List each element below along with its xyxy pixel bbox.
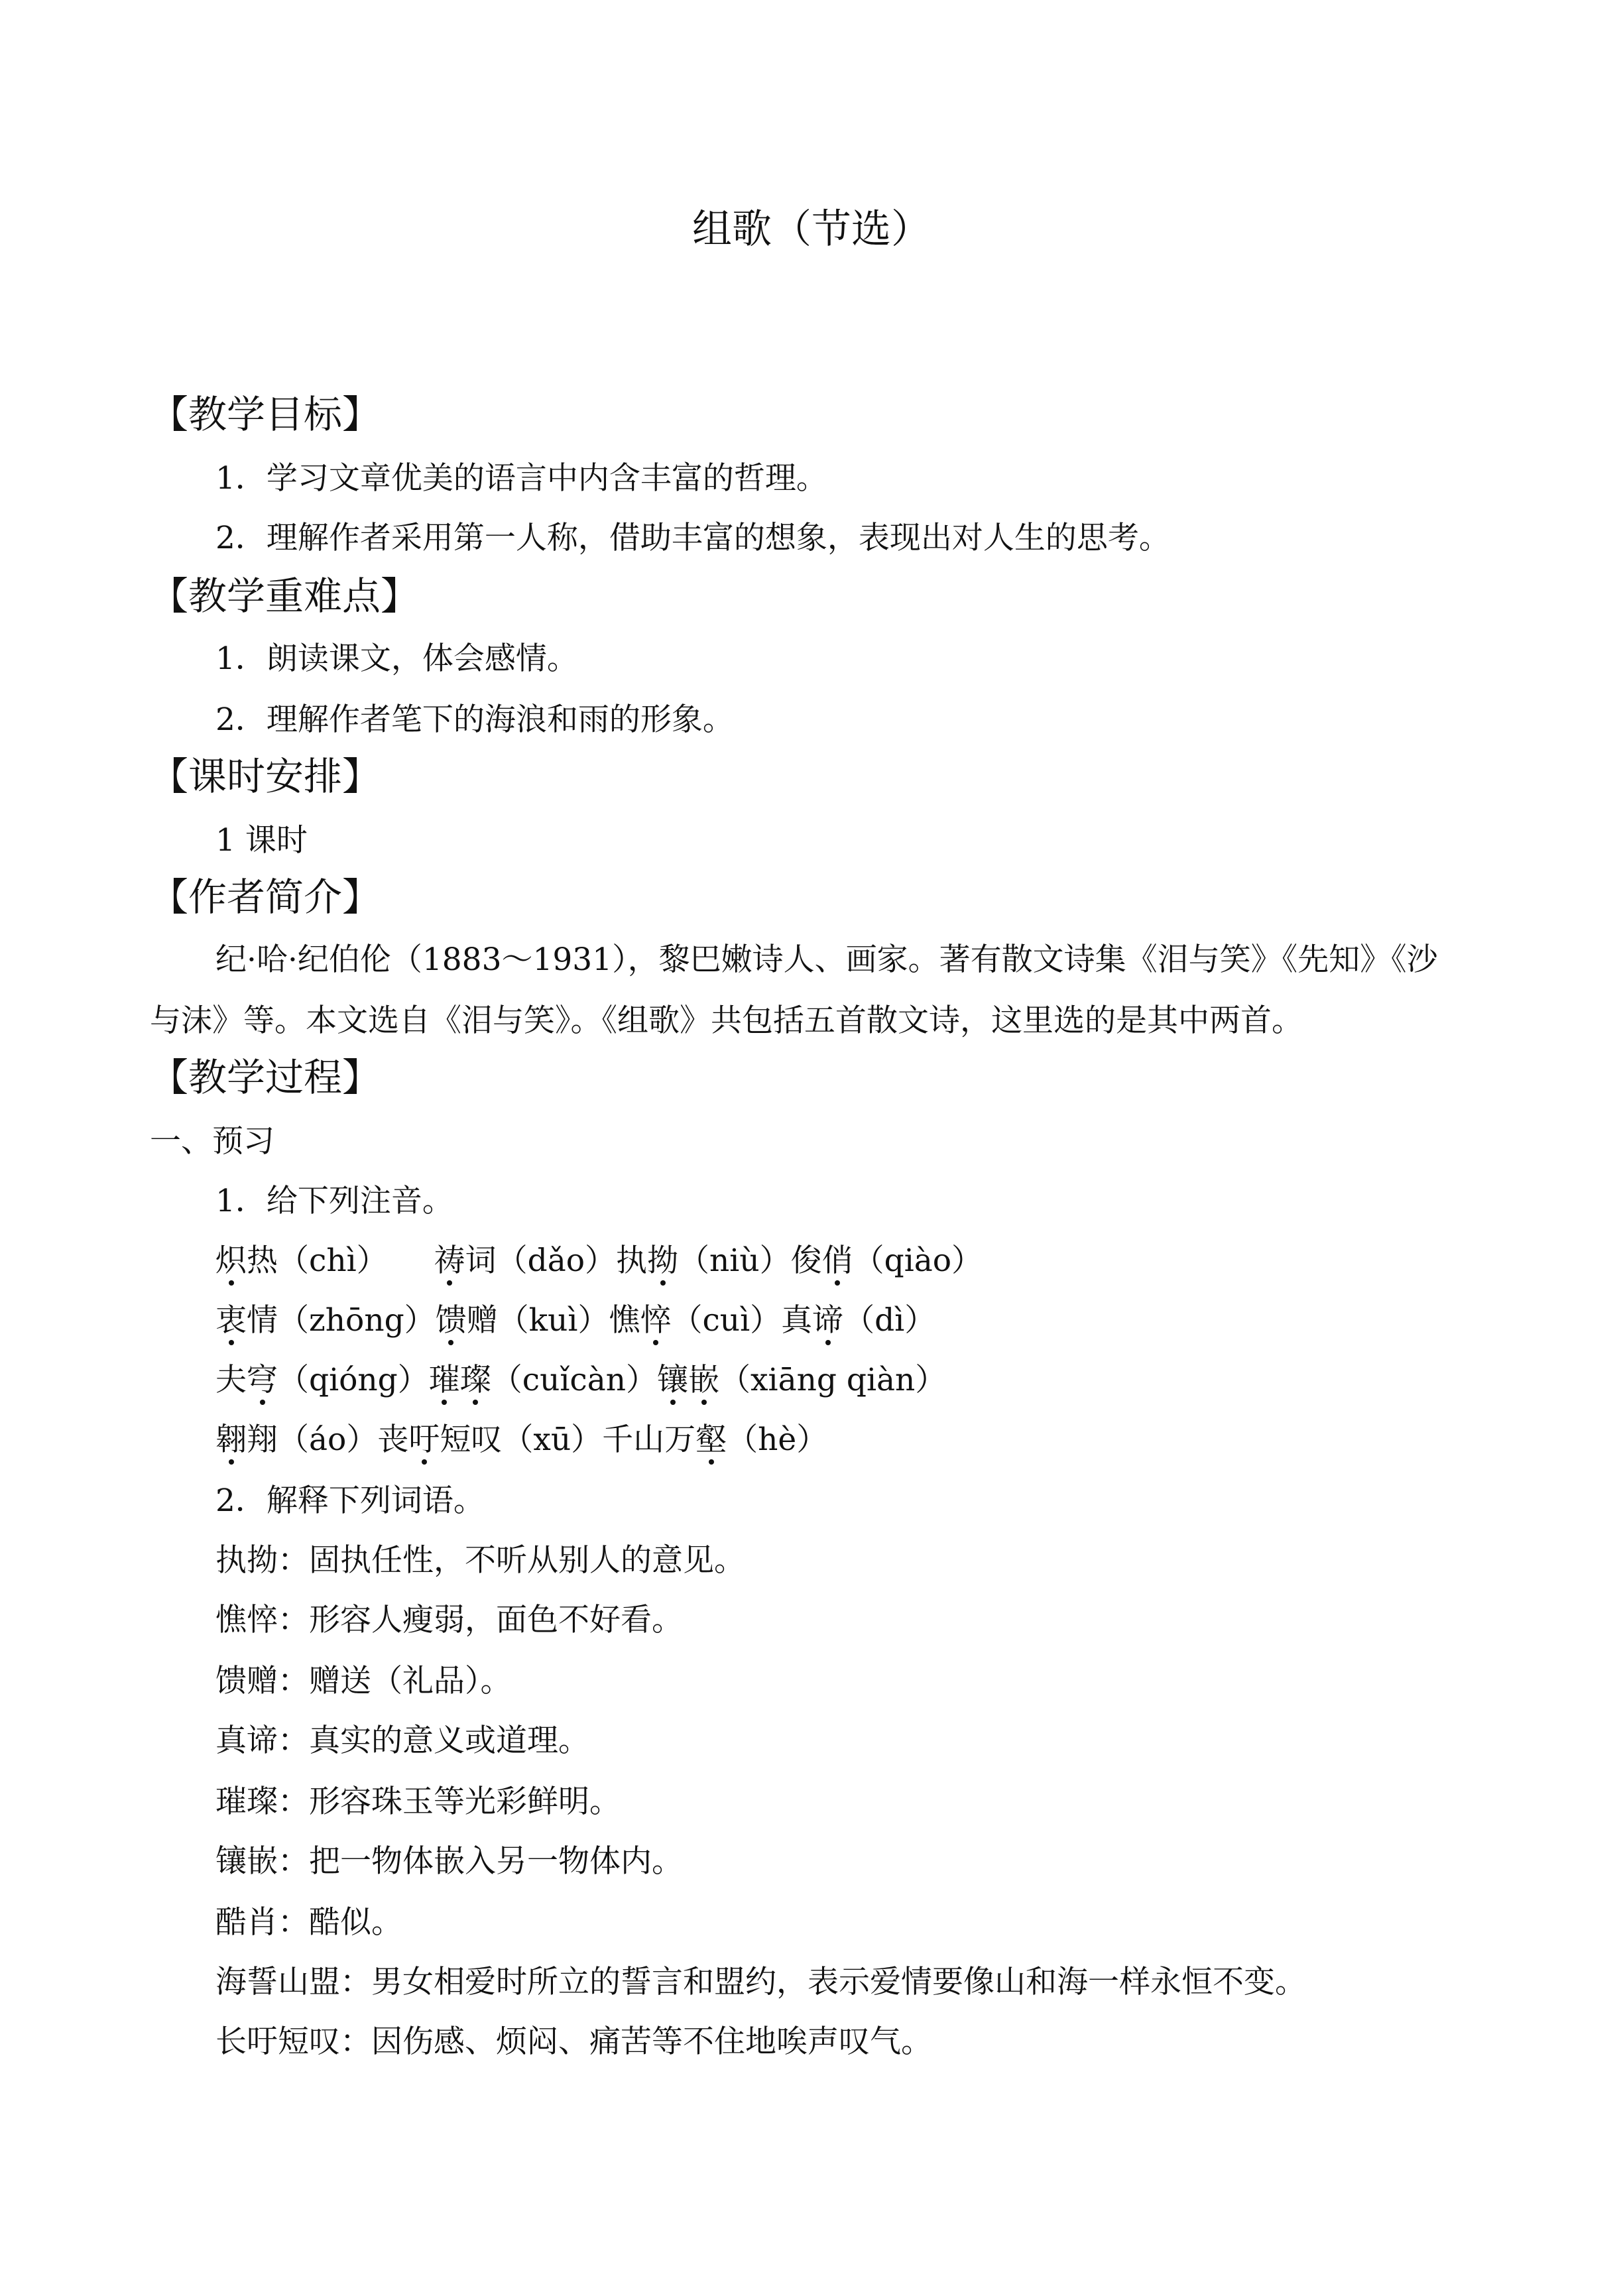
question-2: 2．解释下列词语。 [215,1482,485,1519]
heading-schedule: 【课时安排】 [150,754,381,799]
pinyin-row-2 [215,1302,936,1339]
dotted-char: 拗 [647,1242,679,1279]
pinyin-text: 翔（áo）丧 [247,1421,409,1458]
definition-item: 执拗：固执任性，不听从别人的意见。 [215,1542,745,1579]
pinyin-text: 词（dǎo）执 [465,1242,648,1279]
dotted-char: 嵌 [688,1362,720,1398]
dotted-char: 炽 [215,1242,247,1279]
pinyin-text: 短叹（xū）千山万 [440,1421,696,1458]
pinyin-text: （qiào） [853,1242,983,1279]
definition-item: 璀璨：形容珠玉等光彩鲜明。 [215,1783,621,1820]
heading-process: 【教学过程】 [150,1055,381,1100]
dotted-char: 璀 [428,1362,460,1398]
pinyin-text: （xiāng qiàn） [719,1362,947,1398]
pinyin-text: 情（zhōng） [247,1302,436,1339]
definition-item: 酷肖：酷似。 [215,1904,402,1941]
heading-teaching-goals: 【教学目标】 [150,392,381,437]
dotted-char: 璨 [459,1362,491,1398]
schedule-text: 1 课时 [215,822,308,859]
key-point-item-2: 2．理解作者笔下的海浪和雨的形象。 [215,701,734,738]
definition-item: 海誓山盟：男女相爱时所立的誓言和盟约，表示爱情要像山和海一样永恒不变。 [215,1964,1306,2000]
dotted-char: 穹 [247,1362,278,1398]
definition-item: 真谛：真实的意义或道理。 [215,1722,589,1759]
dotted-char: 衷 [215,1302,247,1339]
definition-item: 长吁短叹：因伤感、烦闷、痛苦等不住地唉声叹气。 [215,2024,932,2060]
definition-item: 镶嵌：把一物体嵌入另一物体内。 [215,1843,683,1880]
dotted-char: 馈 [435,1302,467,1339]
dotted-char: 翱 [215,1421,247,1458]
goal-item-2: 2．理解作者采用第一人称，借助丰富的想象，表现出对人生的思考。 [215,520,1170,556]
pinyin-row-3 [215,1364,946,1396]
dotted-char: 壑 [695,1421,727,1458]
heading-key-points: 【教学重难点】 [150,574,420,619]
definition-item: 馈赠：赠送（礼品）。 [215,1663,512,1699]
dotted-char: 谛 [812,1302,844,1339]
pinyin-row-4 [215,1421,828,1458]
dotted-char: 祷 [434,1242,465,1279]
definition-item: 憔悴：形容人瘦弱，面色不好看。 [215,1602,683,1638]
key-point-item-1: 1．朗读课文，体会感情。 [215,640,578,677]
pinyin-text: （qióng） [278,1362,429,1398]
dotted-char: 吁 [408,1421,440,1458]
dotted-char: 悴 [640,1302,672,1339]
dotted-char: 镶 [657,1362,689,1398]
pinyin-text: （niù）俊 [678,1242,822,1279]
goal-item-1: 1．学习文章优美的语言中内含丰富的哲理。 [215,460,827,497]
pinyin-text: （dì） [843,1302,936,1339]
plain-char: 夫 [215,1362,247,1398]
page-title: 组歌（节选） [692,206,931,253]
pinyin-row-1 [215,1242,983,1279]
pinyin-text: （hè） [727,1421,828,1458]
pinyin-text: 赠（kuì）憔 [466,1302,640,1339]
pinyin-text: （cuì）真 [671,1302,813,1339]
author-line-1: 纪·哈·纪伯伦（1883～1931），黎巴嫩诗人、画家。著有散文诗集《泪与笑》《先知》《沙 [215,941,1438,978]
heading-author: 【作者简介】 [150,875,381,920]
dotted-char: 俏 [821,1242,853,1279]
pinyin-text: 热（chì） [247,1242,388,1279]
pinyin-text: （cuǐcàn） [491,1362,658,1398]
author-line-2: 与沫》等。本文选自《泪与笑》。《组歌》共包括五首散文诗，这里选的是其中两首。 [150,1002,1303,1039]
part-one-preview: 一、预习 [150,1123,274,1160]
question-1: 1．给下列注音。 [215,1183,453,1219]
